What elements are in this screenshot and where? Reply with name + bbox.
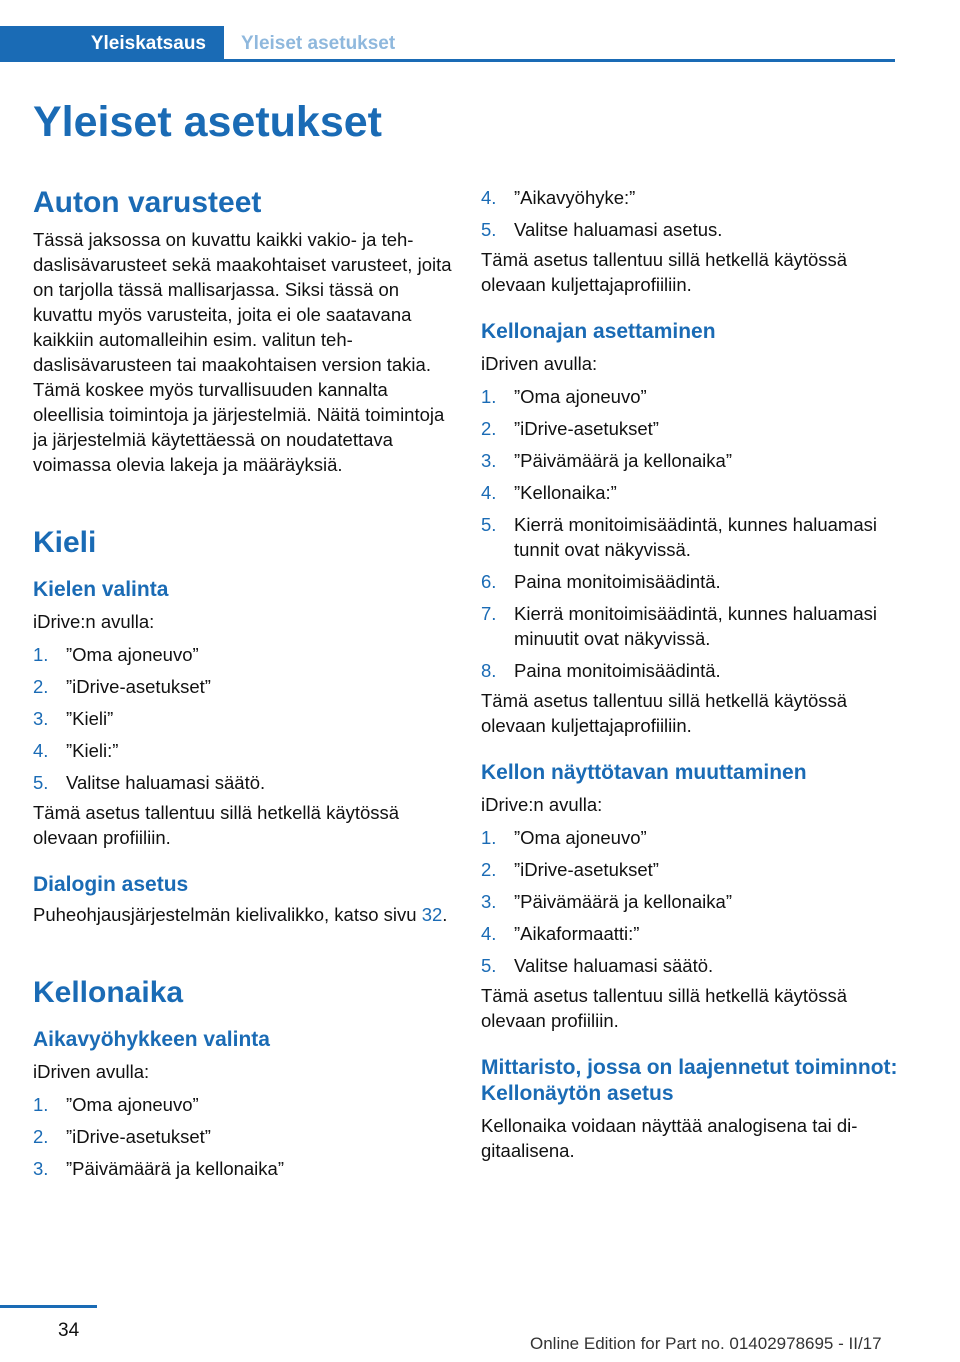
aikavyohyke-steps-cont <box>481 185 901 242</box>
footer-divider <box>0 1305 97 1308</box>
list-item: 5. Kierrä monitoimisäädintä, kunnes haluamasi tunnit ovat näkyvissä. <box>481 514 877 560</box>
right-column <box>481 183 901 1163</box>
page-number: 34 <box>58 1320 80 1341</box>
kellonajan-steps <box>481 384 901 683</box>
subheading-kellonajan-asettaminen: Kellonajan asettaminen <box>481 320 716 343</box>
header-divider <box>224 59 895 62</box>
list-item: 5. Valitse haluamasi asetus. <box>481 219 723 240</box>
subheading-aikavyohyke: Aikavyöhykkeen valinta <box>33 1028 270 1051</box>
list-item: 3. ”Kieli” <box>33 708 114 729</box>
edition-text: Online Edition for Part no. 01402978695 - II/17 <box>530 1334 882 1353</box>
subheading-dialogin-asetus: Dialogin asetus <box>33 873 189 896</box>
subheading-kielen-valinta: Kielen valinta <box>33 578 169 601</box>
list-item: 2. ”iDrive-asetukset” <box>33 676 211 697</box>
heading-kieli: Kieli <box>33 526 97 559</box>
heading-kellonaika: Kellonaika <box>33 976 184 1009</box>
list-item: 5. Valitse haluamasi säätö. <box>481 955 714 976</box>
list-item: 3. ”Päivämäärä ja kellonaika” <box>481 450 732 471</box>
header-tabbar <box>0 26 895 62</box>
kellonajan-after: Tämä asetus tallentuu sillä hetkellä käytössä olevaan kuljettajaprofiiliin. <box>481 690 848 736</box>
kellon-naytto-steps <box>481 825 901 978</box>
dialogi-text: Puheohjausjärjestelmän kielivalikko, katso sivu 32. <box>33 904 448 925</box>
heading-auton-varusteet: Auton varusteet <box>33 186 262 219</box>
list-item: 7. Kierrä monitoimisäädintä, kunnes haluamasi minuutit ovat näkyvissä. <box>481 603 877 649</box>
list-item: 4. ”Aikavyöhyke:” <box>481 187 636 208</box>
page-title: Yleiset asetukset <box>33 98 382 146</box>
list-item: 5. Valitse haluamasi säätö. <box>33 772 266 793</box>
kellon-naytto-intro: iDrive:n avulla: <box>481 794 603 815</box>
list-item: 1. ”Oma ajoneuvo” <box>481 827 647 848</box>
page-link[interactable]: 32 <box>421 904 443 925</box>
left-column <box>33 183 453 1188</box>
auton-varusteet-text: Tässä jaksossa on kuvattu kaikki vakio- ja tehdaslisävarusteet sekä maakohtaiset varusteet, joita on tarjolla tässä mallisarjassa. Siksi tässä on kuvattu myös varusteita, joita ei ole saatavana kaikkiin automalleihin esim. valitun tehdaslisävarusteen tai maakohtaisen version takia. Tämä koskee myös turvallisuuden kannalta oleellisia toimintoja ja järjestelmiä. Näitä toimintoja ja järjestelmiä käytettäessä on noudatettava voimassa olevia lakeja ja määräyksiä. <box>33 229 452 475</box>
aikavyohyke-steps <box>33 1092 453 1181</box>
list-item: 2. ”iDrive-asetukset” <box>33 1126 211 1147</box>
list-item: 2. ”iDrive-asetukset” <box>481 418 659 439</box>
kellonajan-intro: iDriven avulla: <box>481 353 598 374</box>
list-item: 3. ”Päivämäärä ja kellonaika” <box>481 891 732 912</box>
aikavyohyke-intro: iDriven avulla: <box>33 1061 150 1082</box>
list-item: 1. ”Oma ajoneuvo” <box>481 386 647 407</box>
kieli-steps <box>33 642 453 795</box>
aikavyohyke-after: Tämä asetus tallentuu sillä hetkellä käytössä olevaan kuljettajaprofiiliin. <box>481 249 848 295</box>
kieli-intro: iDrive:n avulla: <box>33 611 155 632</box>
list-item: 4. ”Kieli:” <box>33 740 119 761</box>
list-item: 8. Paina monitoimisäädintä. <box>481 660 721 681</box>
list-item: 3. ”Päivämäärä ja kellonaika” <box>33 1158 284 1179</box>
kellon-naytto-after: Tämä asetus tallentuu sillä hetkellä käytössä olevaan profiiliin. <box>481 985 848 1031</box>
tab-chapter[interactable]: Yleiset asetukset <box>241 33 396 54</box>
list-item: 1. ”Oma ajoneuvo” <box>33 1094 199 1115</box>
list-item: 4. ”Aikaformaatti:” <box>481 923 640 944</box>
kieli-after: Tämä asetus tallentuu sillä hetkellä käytössä olevaan profiiliin. <box>33 802 400 848</box>
list-item: 4. ”Kellonaika:” <box>481 482 617 503</box>
subheading-kellon-naytto: Kellon näyttötavan muuttaminen <box>481 761 807 784</box>
list-item: 1. ”Oma ajoneuvo” <box>33 644 199 665</box>
mittaristo-text: Kellonaika voidaan näyttää analogisena tai digitaalisena. <box>481 1115 858 1161</box>
subheading-mittaristo: Mittaristo, jossa on laajennetut toiminnot: Kellonäytön asetus <box>481 1056 898 1105</box>
tab-section[interactable]: Yleiskatsaus <box>0 26 224 62</box>
list-item: 2. ”iDrive-asetukset” <box>481 859 659 880</box>
list-item: 6. Paina monitoimisäädintä. <box>481 571 721 592</box>
